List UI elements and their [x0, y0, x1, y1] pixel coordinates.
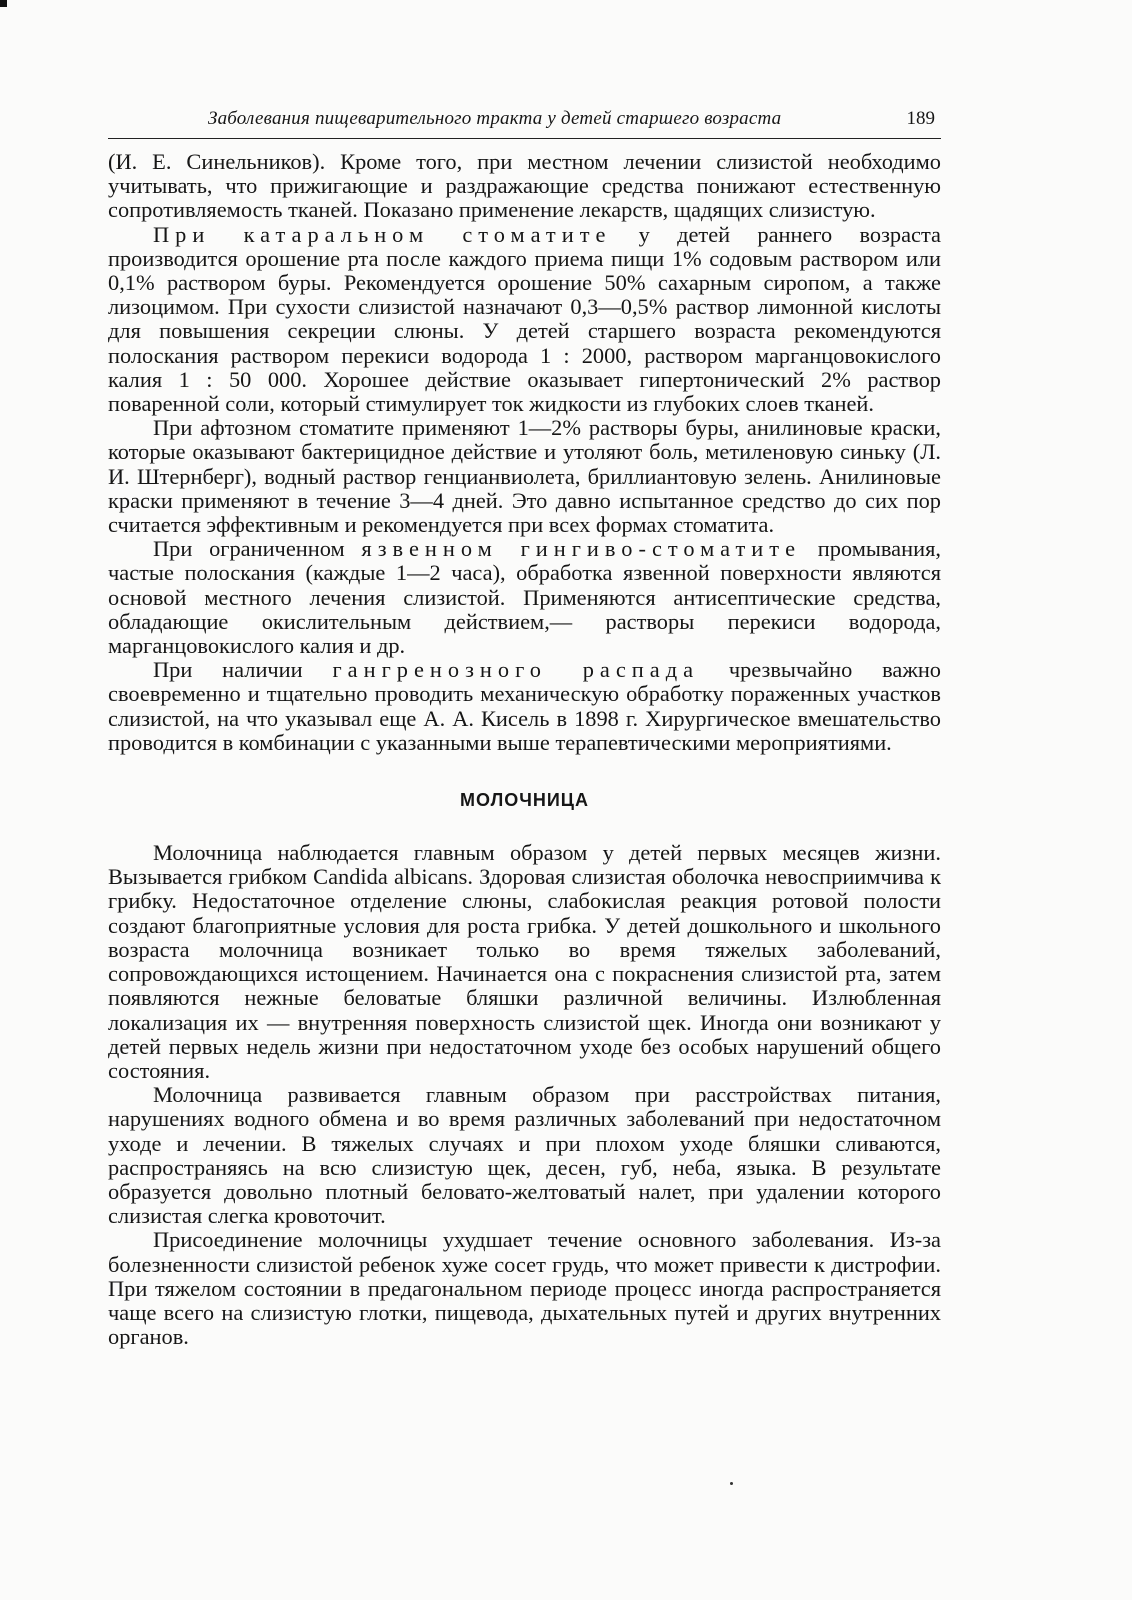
scan-corner-mark [0, 0, 7, 7]
paragraph [108, 223, 941, 417]
spaced-term: язвенном гингиво-стоматите [361, 536, 802, 562]
paragraph-text: у детей раннего возраста производится орошение рта после каждого приема пищи 1% содовым раствором или 0,1% раствором буры. Рекомендуется орошение 50% сахарным сиропом, а также лизоцимом. При сухости слизистой назначают 0,3—0,5% раствор лимонной кислоты для повышения секреции слюны. У детей старшего возраста рекомендуются полоскания раствором перекиси водорода 1 : 2000, раствором марганцовокислого калия 1 : 50 000. Хорошее действие оказывает гипертонический 2% раствор поваренной соли, который стимулирует ток жидкости из глубоких слоев тканей. [108, 221, 941, 417]
paragraph: Молочница наблюдается главным образом у детей первых месяцев жизни. Вызывается грибком Candida albicans. Здоровая слизистая оболочка невосприимчива к грибку. Недостаточное отделение слюны, слабокислая реакция ротовой полости создают благоприятные условия для роста грибка. У детей дошкольного и школьного возраста молочница возникает только во время тяжелых заболеваний, сопровождающихся истощением. Начинается она с покраснения слизистой рта, затем появляются нежные беловатые бляшки различной величины. Излюбленная локализация их — внутренняя поверхность слизистой щек. Иногда они возникают у детей первых недель жизни при недостаточном уходе без особых нарушений общего состояния. [108, 840, 941, 1083]
paragraph-text: При ограниченном [153, 536, 362, 562]
running-head [108, 106, 941, 139]
page-number: 189 [906, 108, 935, 129]
paragraph-text: промывания, частые полоскания (каждые 1—2 часа), обработка язвенной поверхности являются основой местного лечения слизистой. Применяются антисептические средства, обладающие окислительным действием,— растворы перекиси водорода, марганцовокислого калия и др. [108, 536, 941, 659]
spaced-term: При катаральном стоматите [153, 221, 612, 247]
paragraph: (И. Е. Синельников). Кроме того, при местном лечении слизистой необходимо учитывать, что прижигающие и раздражающие средства понижают естественную сопротивляемость тканей. Показано применение лекарств, щадящих слизистую. [108, 149, 941, 223]
paragraph-text: чрезвычайно важно своевременно и тщательно проводить механическую обработку пораженных участков слизистой, на что указывал еще А. А. Кисель в 1898 г. Хирургическое вмешательство проводится в комбинации с указанными выше терапевтическими мероприятиями. [108, 657, 942, 755]
paragraph: Присоединение молочницы ухудшает течение основного заболевания. Из-за болезненности слизистой ребенок хуже сосет грудь, что может привести к дистрофии. При тяжелом состоянии в предагональном периоде процесс иногда распространяется чаще всего на слизистую глотки, пищевода, дыхательных путей и других внутренних органов. [108, 1227, 941, 1350]
spaced-term: гангренозного распада [332, 657, 700, 683]
page-body [108, 150, 941, 1349]
scan-speck [730, 1482, 733, 1485]
paragraph [108, 537, 941, 658]
paragraph: Молочница развивается главным образом при расстройствах питания, нарушениях водного обмена и во время различных заболеваний при недостаточном уходе и лечении. В тяжелых случаях и при плохом уходе бляшки сливаются, распространяясь на всю слизистую щек, десен, губ, неба, языка. В результате образуется довольно плотный беловато-желтоватый налет, при удалении которого слизистая слегка кровоточит. [108, 1082, 941, 1229]
paragraph: При афтозном стоматите применяют 1—2% растворы буры, анилиновые краски, которые оказывают бактерицидное действие и утоляют боль, метиленовую синьку (Л. И. Штернберг), водный раствор генцианвиолета, бриллиантовую зелень. Анилиновые краски применяют в течение 3—4 дней. Это давно испытанное средство до сих пор считается эффективным и рекомендуется при всех формах стоматита. [108, 415, 941, 538]
running-title: Заболевания пищеварительного тракта у детей старшего возраста [208, 108, 782, 129]
paragraph [108, 658, 941, 755]
section-title: МОЛОЧНИЦА [460, 790, 589, 811]
paragraph-text: При наличии [153, 657, 333, 683]
